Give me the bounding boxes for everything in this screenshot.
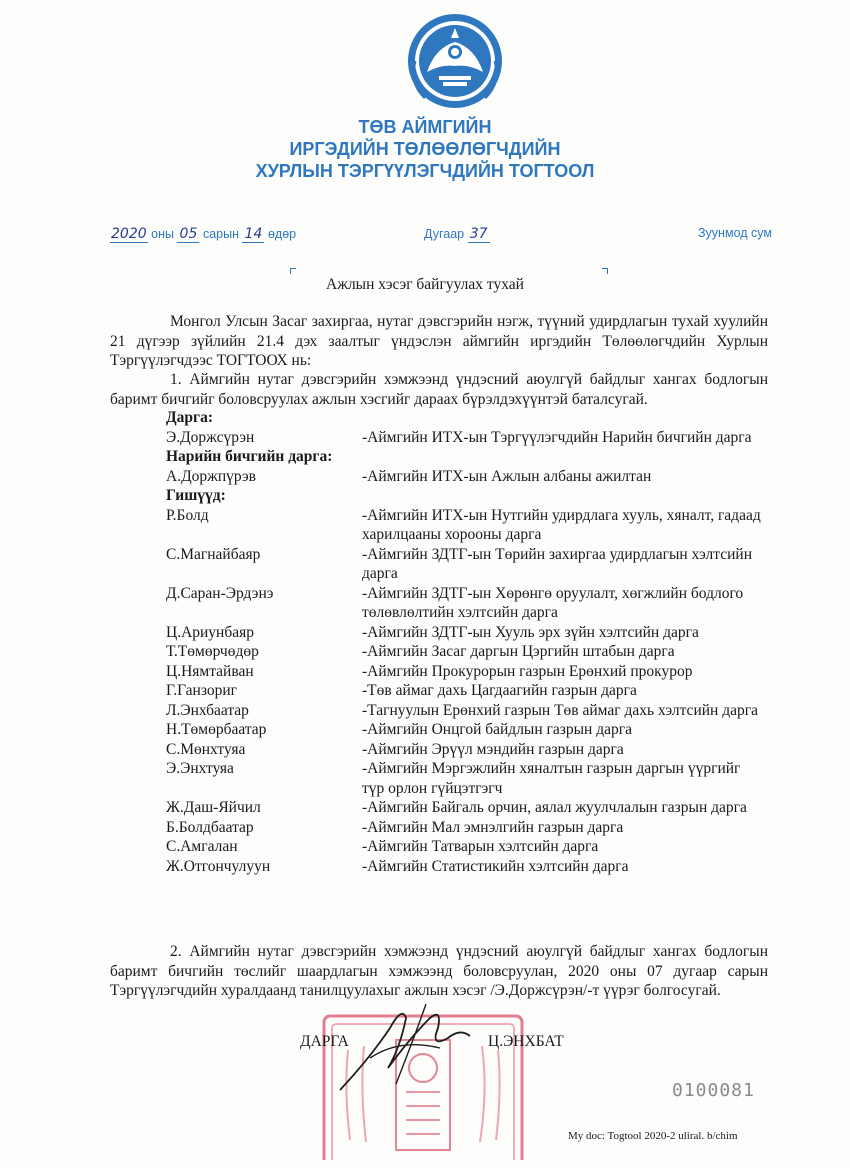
serial-number: 0100081 xyxy=(672,1080,755,1101)
member-role: -Аймгийн Эрүүл мэндийн газрын дарга xyxy=(362,740,624,758)
signatory-title: ДАРГА xyxy=(300,1033,349,1050)
org-line-2: ИРГЭДИЙН ТӨЛӨӨЛӨГЧДИЙН xyxy=(289,139,561,159)
date-day-label: өдөр xyxy=(267,227,297,241)
date-day: 14 xyxy=(242,226,264,243)
date-month-label: сарын xyxy=(202,227,239,241)
clause-1: 1. Аймгийн нутаг дэвсгэрийн хэмжээнд үндэсний аюулгүй байдлыг хангах бодлогын баримт бичгийг боловсруулах ажлын хэсгийг дараах бүрэлдэхүүнтэй баталсугай. xyxy=(110,371,768,408)
member-role: -Аймгийн Мал эмнэлгийн газрын дарга xyxy=(362,818,624,836)
roster-row xyxy=(166,837,766,857)
location: Зуунмод сум xyxy=(698,226,772,240)
roster-row xyxy=(166,818,766,838)
member-name: Т.Төмөрчөдөр xyxy=(166,643,259,660)
member-role: -Аймгийн ЗДТГ-ын Хөрөнгө оруулалт, хөгжлийн бодлого төлөвлөлтийн хэлтсийн дарга xyxy=(362,584,744,621)
signatory-name: Ц.ЭНХБАТ xyxy=(488,1033,564,1050)
roster-row xyxy=(166,662,766,682)
member-role: -Төв аймаг дахь Цагдаагийн газрын дарга xyxy=(362,682,637,699)
members-list xyxy=(166,506,766,877)
bracket-left xyxy=(290,268,296,274)
member-name: Г.Ганзориг xyxy=(166,682,238,699)
date-year-label: оны xyxy=(151,227,174,241)
roster-row xyxy=(166,857,766,877)
member-role: -Аймгийн ИТХ-ын Нутгийн удирдлага хууль, хяналт, гадаад харилцааны хорооны дарга xyxy=(362,506,761,543)
member-role: -Аймгийн Онцгой байдлын газрын дарга xyxy=(362,721,632,738)
date-year: 2020 xyxy=(111,226,147,242)
member-name: Р.Болд xyxy=(166,506,209,524)
member-name: Л.Энхбаатар xyxy=(166,701,249,719)
member-name: С.Магнайбаяр xyxy=(166,545,261,563)
secretary-list xyxy=(166,467,766,487)
member-name: Н.Төмөрбаатар xyxy=(166,721,267,738)
org-line-3: ХУРЛЫН ТЭРГҮҮЛЭГЧДИЙН ТОГТООЛ xyxy=(255,161,595,181)
member-role: -Аймгийн Засаг даргын Цэргийн штабын дарга xyxy=(362,643,675,660)
roster-row xyxy=(166,701,766,721)
number-value: 37 xyxy=(468,226,490,243)
roster-row xyxy=(166,720,766,740)
footer-file-reference: My doc: Togtool 2020-2 uliral. b/chim xyxy=(568,1130,738,1142)
date-line xyxy=(110,226,296,243)
member-name: Ц.Ариунбаяр xyxy=(166,623,254,641)
member-name: С.Амгалан xyxy=(166,838,238,855)
secretary-heading: Нарийн бичгийн дарга: xyxy=(166,448,333,465)
bracket-right xyxy=(602,268,608,274)
member-role: -Аймгийн ИТХ-ын Ажлын албаны ажилтан xyxy=(362,467,652,485)
handwritten-signature-icon xyxy=(330,998,490,1098)
roster-row xyxy=(166,467,766,487)
member-name: Б.Болдбаатар xyxy=(166,818,254,836)
member-role: -Тагнуулын Ерөнхий газрын Төв аймаг дахь хэлтсийн дарга xyxy=(362,701,758,719)
member-role: -Аймгийн ИТХ-ын Тэргүүлэгчдийн Нарийн бичгийн дарга xyxy=(362,428,752,446)
member-name: Э.Энхтуяа xyxy=(166,760,234,777)
roster-row xyxy=(166,506,766,545)
member-name: Д.Саран-Эрдэнэ xyxy=(166,584,274,602)
state-emblem-icon xyxy=(405,12,505,110)
member-name: Э.Доржсүрэн xyxy=(166,428,255,446)
member-name: Ж.Даш-Яйчил xyxy=(166,799,261,816)
member-role: -Аймгийн Мэргэжлийн хяналтын газрын даргын үүргийг түр орлон гүйцэтгэгч xyxy=(362,760,741,797)
member-role: -Аймгийн ЗДТГ-ын Хууль эрх зүйн хэлтсийн дарга xyxy=(362,623,699,641)
member-role: -Аймгийн Байгаль орчин, аялал жуулчлалын газрын дарга xyxy=(362,799,747,816)
member-name: Ц.Нямтайван xyxy=(166,662,254,680)
roster-row xyxy=(166,798,766,818)
org-line-1: ТӨВ АЙМГИЙН xyxy=(358,117,492,137)
subject-title: Ажлын хэсэг байгуулах тухай xyxy=(326,276,524,293)
roster-row xyxy=(166,740,766,760)
roster-row xyxy=(166,428,766,448)
roster-row xyxy=(166,759,766,798)
chair-heading: Дарга: xyxy=(166,409,213,426)
working-group-roster xyxy=(166,408,766,876)
member-role: -Аймгийн Статистикийн хэлтсийн дарга xyxy=(362,857,629,875)
member-name: Ж.Отгончулуун xyxy=(166,857,271,875)
member-role: -Аймгийн Татварын хэлтсийн дарга xyxy=(362,838,599,855)
chair-list xyxy=(166,428,766,448)
roster-row xyxy=(166,681,766,701)
roster-row xyxy=(166,642,766,662)
clause-2: 2. Аймгийн нутаг дэвсгэрийн хэмжээнд үндэсний аюулгүй байдлыг хангах бодлогын баримт бичгийн төслийг шаардлагын хэмжээнд боловсруулан, 2020 оны 07 дугаар сарын Тэргүүлэгчдийн хуралдаанд танилцуулахыг ажлын хэсэг /Э.Доржсүрэн/-т үүрэг болгосугай. xyxy=(110,943,768,999)
member-role: -Аймгийн ЗДТГ-ын Төрийн захиргаа удирдлагын хэлтсийн дарга xyxy=(362,545,752,582)
member-role: -Аймгийн Прокурорын газрын Ерөнхий прокурор xyxy=(362,662,693,680)
member-name: С.Мөнхтуяа xyxy=(166,740,246,758)
roster-row xyxy=(166,545,766,584)
preamble: Монгол Улсын Засаг захиргаа, нутаг дэвсгэрийн нэгж, түүний удирдлагын тухай хуулийн 21 дүгээр зүйлийн 21.4 дэх заалтыг үндэслэн аймгийн иргэдийн Төлөөлөгчдийн Хурлын Тэргүүлэгчдээс ТОГТООХ нь: xyxy=(110,313,768,369)
issuing-authority-title xyxy=(0,116,850,182)
roster-row xyxy=(166,584,766,623)
number-label: Дугаар xyxy=(424,227,465,241)
resolution-number xyxy=(424,226,490,243)
date-month: 05 xyxy=(177,226,199,243)
member-name: А.Доржпүрэв xyxy=(166,467,257,485)
members-heading: Гишүүд: xyxy=(166,487,226,504)
roster-row xyxy=(166,623,766,643)
